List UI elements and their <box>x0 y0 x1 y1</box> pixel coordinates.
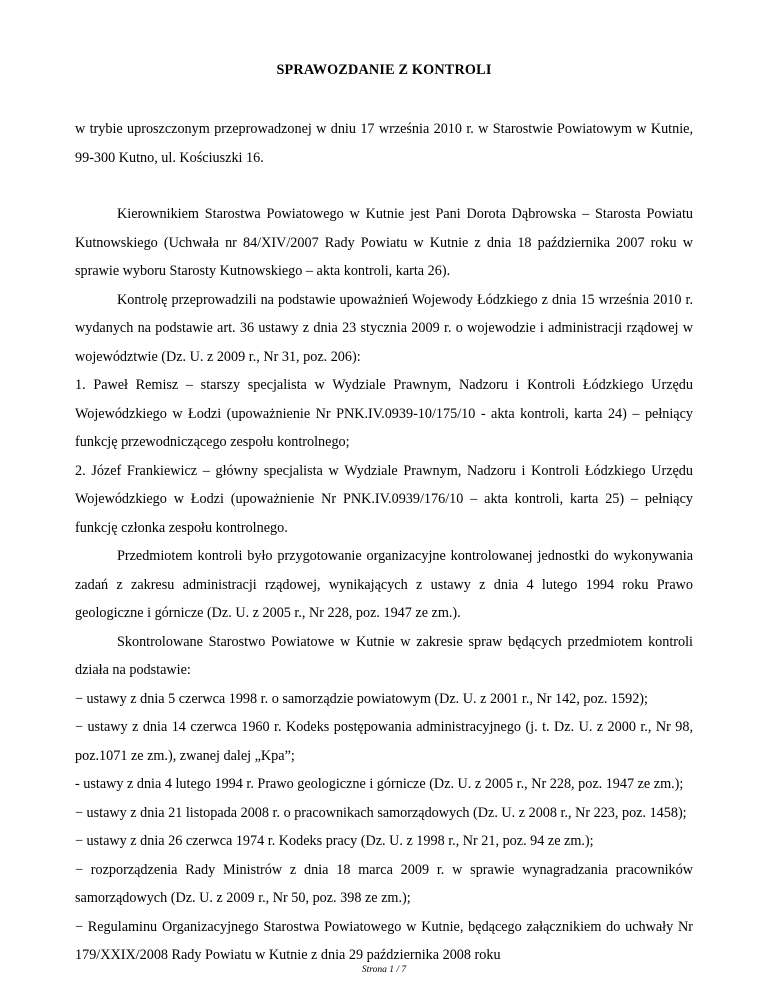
paragraph-intro: w trybie uproszczonym przeprowadzonej w dniu 17 września 2010 r. w Starostwie Powiatowym w Kutnie, 99-300 Kutno, ul. Kościuszki 16. <box>75 121 693 166</box>
list-item-regulamin: − Regulaminu Organizacyjnego Starostwa Powiatowego w Kutnie, będącego załącznikiem do uchwały Nr 179/XXIX/2008 Rady Powiatu w Kutnie z dnia 29 października 2008 roku <box>75 918 693 963</box>
list-item-pracownicy: − ustawy z dnia 21 listopada 2008 r. o pracownikach samorządowych (Dz. U. z 2008 r., Nr 223, poz. 1458); <box>75 804 687 821</box>
list-item-kpa: − ustawy z dnia 14 czerwca 1960 r. Kodeks postępowania administracyjnego (j. t. Dz. U. z 2000 r., Nr 98, poz.1071 ze zm.), zwanej dalej „Kpa”; <box>75 719 693 764</box>
list-item-geologia: - ustawy z dnia 4 lutego 1994 r. Prawo geologiczne i górnicze (Dz. U. z 2005 r., Nr 228, poz. 1947 ze zm.); <box>75 776 684 792</box>
paragraph-podstawa: Skontrolowane Starostwo Powiatowe w Kutnie w zakresie spraw będących przedmiotem kontroli działa na podstawie: <box>75 633 693 678</box>
paragraph-kontrole: Kontrolę przeprowadzili na podstawie upoważnień Wojewody Łódzkiego z dnia 15 września 2010 r. wydanych na podstawie art. 36 ustawy z dnia 23 stycznia 2009 r. o wojewodzie i administracji rządowej w województwie (Dz. U. z 2009 r., Nr 31, poz. 206): <box>75 291 693 365</box>
paragraph-inspector-2: 2. Józef Frankiewicz – główny specjalista w Wydziale Prawnym, Nadzoru i Kontroli Łódzkiego Urzędu Wojewódzkiego w Łodzi (upoważnienie Nr PNK.IV.0939/176/10 – akta kontroli, karta 25) – pełniący funkcję członka zespołu kontrolnego. <box>75 462 693 536</box>
body-text <box>75 200 693 970</box>
list-item-samorzad: − ustawy z dnia 5 czerwca 1998 r. o samorządzie powiatowym (Dz. U. z 2001 r., Nr 142, poz. 1592); <box>75 690 648 707</box>
page-number: Strona 1 / 7 <box>361 965 407 975</box>
intro-paragraph <box>75 115 693 172</box>
paragraph-inspector-1: 1. Paweł Remisz – starszy specjalista w Wydziale Prawnym, Nadzoru i Kontroli Łódzkiego Urzędu Wojewódzkiego w Łodzi (upoważnienie Nr PNK.IV.0939-10/175/10 - akta kontroli, karta 24) – pełniący funkcję przewodniczącego zespołu kontrolnego; <box>75 377 693 450</box>
list-item-rozporzadzenie: − rozporządzenia Rady Ministrów z dnia 18 marca 2009 r. w sprawie wynagradzania pracowników samorządowych (Dz. U. z 2009 r., Nr 50, poz. 398 ze zm.); <box>75 861 693 906</box>
paragraph-kierownik: Kierownikiem Starostwa Powiatowego w Kutnie jest Pani Dorota Dąbrowska – Starosta Powiatu Kutnowskiego (Uchwała nr 84/XIV/2007 Rady Powiatu w Kutnie z dnia 18 października 2007 roku w sprawie wyboru Starosty Kutnowskiego – akta kontroli, karta 26). <box>75 206 693 279</box>
document-title: SPRAWOZDANIE Z KONTROLI <box>276 62 492 78</box>
list-item-kodeks-pracy: − ustawy z dnia 26 czerwca 1974 r. Kodeks pracy (Dz. U. z 1998 r., Nr 21, poz. 94 ze zm.); <box>75 833 594 849</box>
paragraph-przedmiot: Przedmiotem kontroli było przygotowanie organizacyjne kontrolowanej jednostki do wykonywania zadań z zakresu administracji rządowej, wynikających z ustawy z dnia 4 lutego 1994 roku Prawo geologiczne i górnicze (Dz. U. z 2005 r., Nr 228, poz. 1947 ze zm.). <box>75 548 693 621</box>
